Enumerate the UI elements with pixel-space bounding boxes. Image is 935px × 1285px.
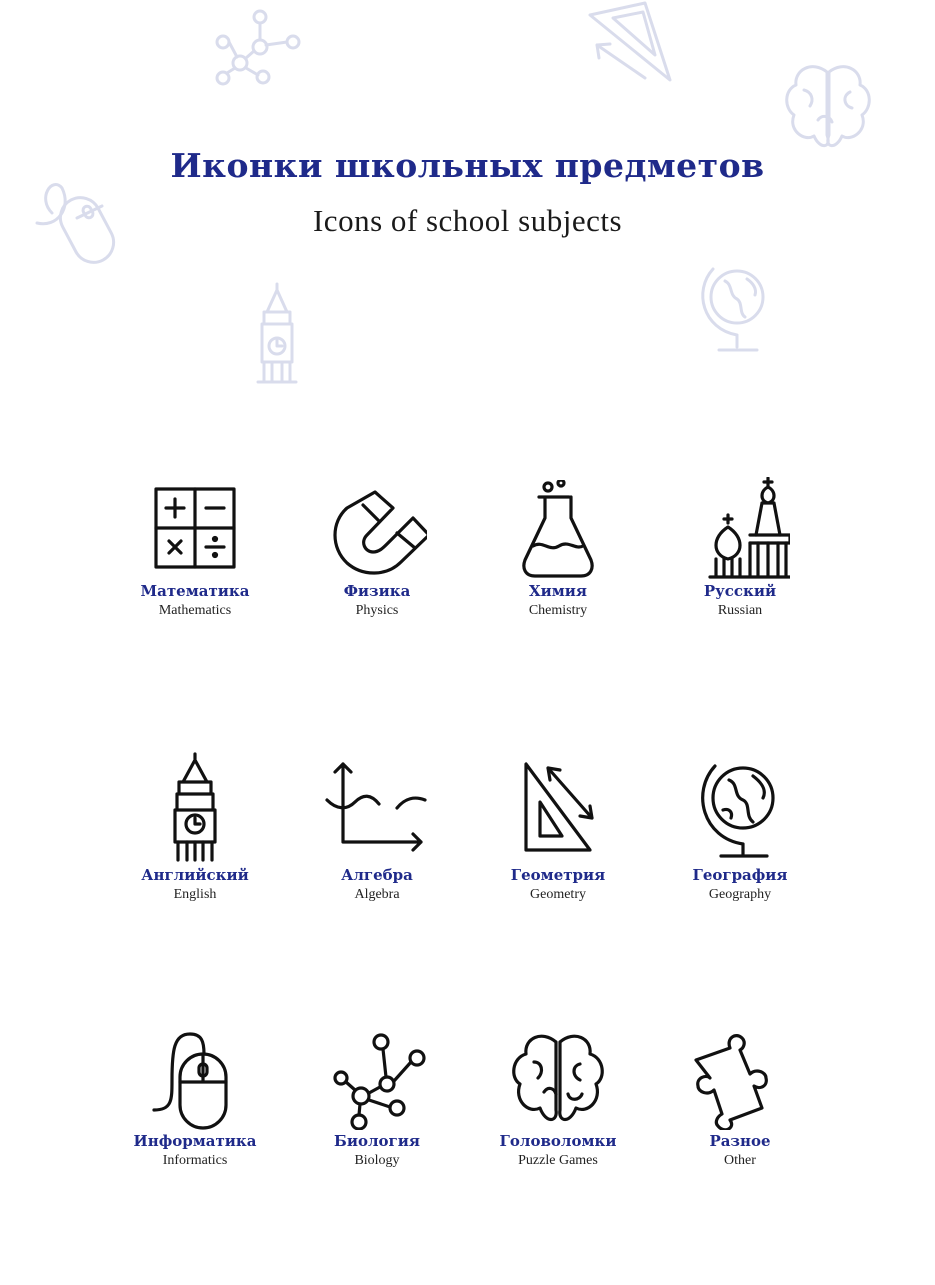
set-square-icon [518, 758, 598, 864]
molecule-icon [205, 5, 305, 90]
magnet-icon [327, 480, 427, 580]
subject-name-en: Geography [708, 887, 772, 902]
big-ben-icon [252, 282, 302, 384]
subject-name-en: Informatics [162, 1153, 228, 1168]
subject-name-en: Other [724, 1153, 756, 1168]
subject-name-en: Chemistry [528, 603, 588, 618]
subject-biology [287, 1030, 467, 1170]
subject-informatics [105, 1030, 285, 1170]
globe-icon [695, 255, 780, 355]
graph-icon [325, 760, 429, 864]
kremlin-icon [690, 477, 790, 580]
subject-mathematics [105, 480, 285, 620]
subject-name-en: English [173, 887, 217, 902]
subject-name-ru: Химия [528, 582, 587, 600]
globe-icon [695, 754, 785, 864]
subject-name-ru: Алгебра [341, 866, 413, 884]
subject-name-en: Russian [717, 603, 763, 618]
subject-geometry [468, 758, 648, 904]
computer-mouse-icon [150, 1030, 240, 1130]
subject-name-en: Puzzle Games [518, 1153, 598, 1168]
subject-name-ru: Русский [703, 582, 777, 600]
subject-russian [650, 477, 830, 620]
subject-chemistry [468, 480, 648, 620]
subject-algebra [287, 760, 467, 904]
subject-name-ru: Геометрия [510, 866, 606, 884]
subject-name-en: Algebra [354, 887, 400, 902]
page-title: Иконки школьных предметов [170, 146, 765, 185]
subject-name-ru: Биология [334, 1132, 420, 1150]
subject-name-ru: Информатика [133, 1132, 257, 1150]
calculator-icon [150, 480, 240, 580]
subject-name-ru: География [692, 866, 788, 884]
flask-icon [513, 480, 603, 580]
big-ben-icon [165, 752, 225, 864]
subject-name-en: Geometry [530, 887, 586, 902]
subject-name-ru: Головоломки [499, 1132, 617, 1150]
subject-name-en: Physics [355, 603, 399, 618]
brain-icon [782, 60, 874, 155]
page-subtitle: Icons of school subjects [312, 203, 623, 238]
molecule-icon [327, 1030, 427, 1130]
subject-name-ru: Разное [709, 1132, 771, 1150]
subject-geography [650, 754, 830, 904]
subject-puzzle-games [468, 1030, 648, 1170]
brain-icon [508, 1030, 608, 1130]
puzzle-piece-icon [690, 1030, 790, 1130]
subject-name-ru: Физика [343, 582, 411, 600]
subject-other [650, 1030, 830, 1170]
subject-english [105, 752, 285, 904]
subject-name-ru: Английский [141, 866, 249, 884]
subject-name-ru: Математика [140, 582, 250, 600]
set-square-icon [585, 0, 680, 90]
subject-name-en: Biology [354, 1153, 400, 1168]
subject-physics [287, 480, 467, 620]
subject-name-en: Mathematics [158, 603, 232, 618]
